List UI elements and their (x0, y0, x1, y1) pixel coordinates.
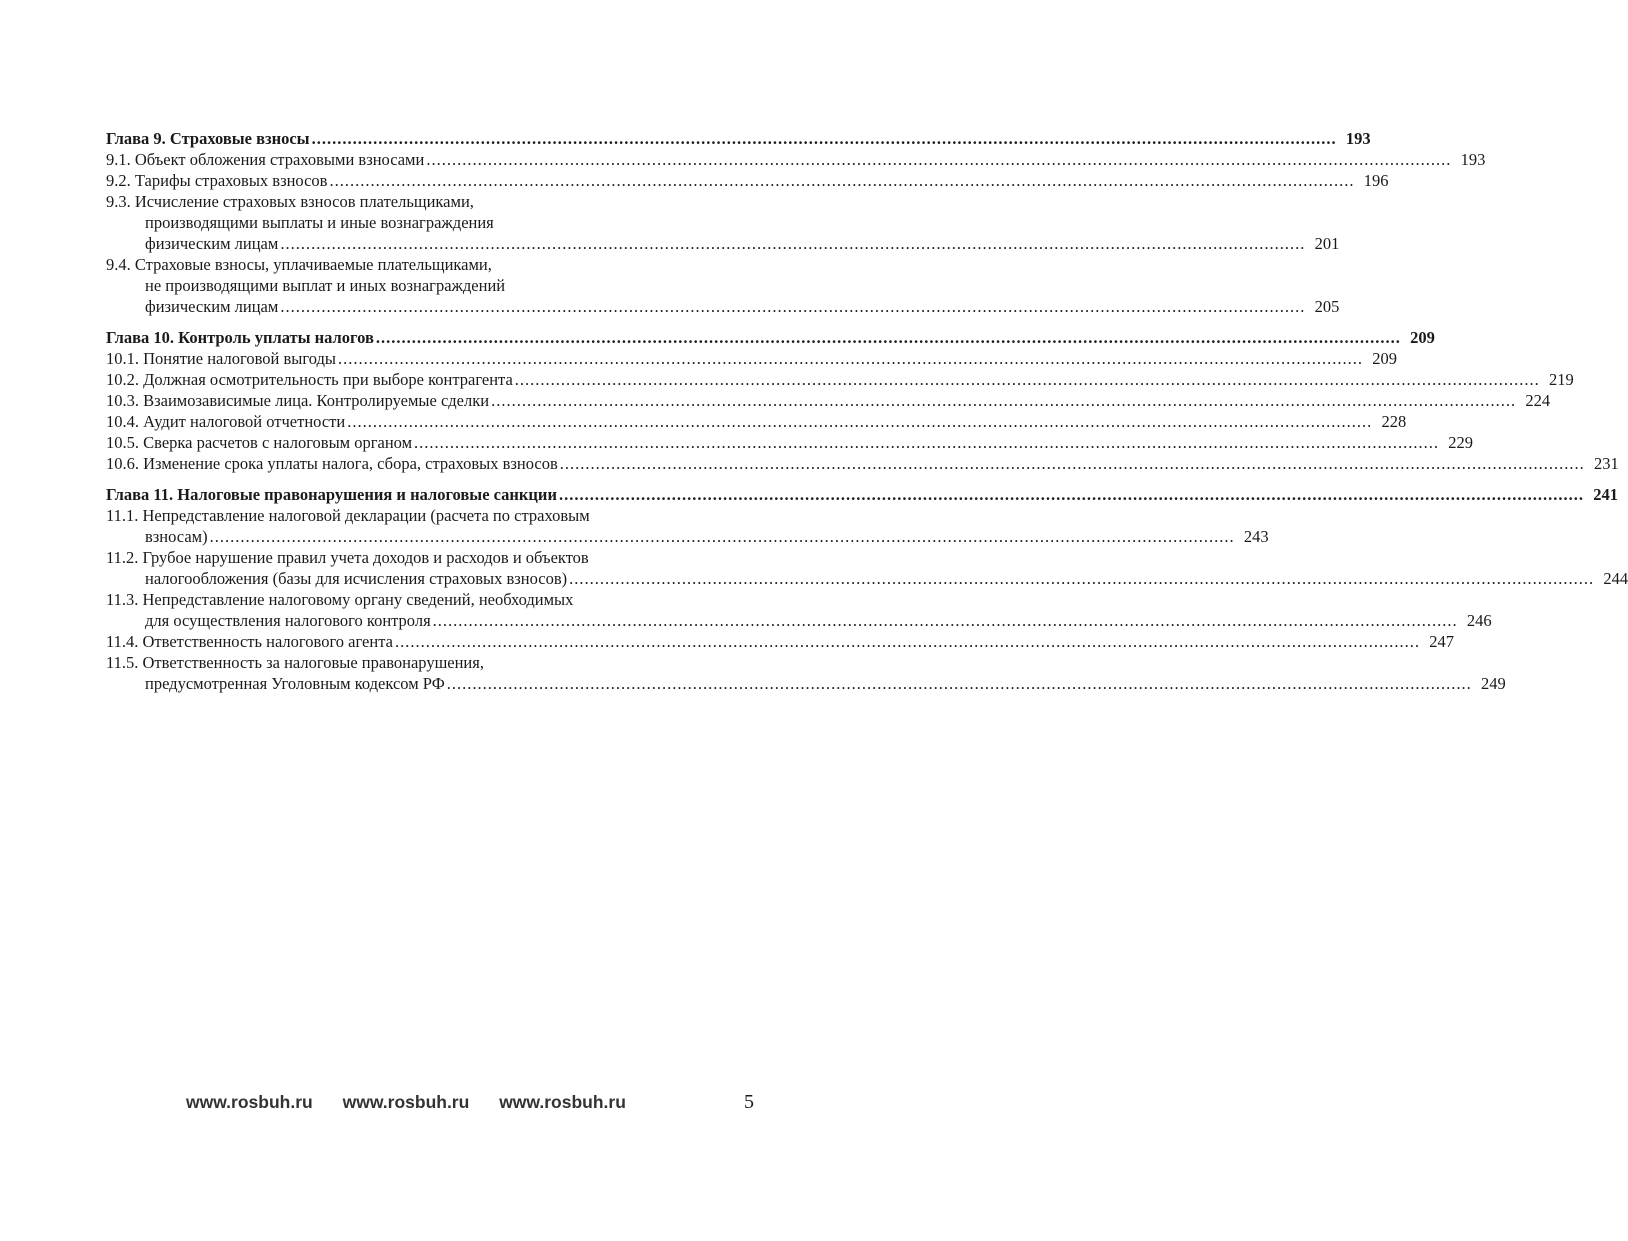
toc-entry-title-line: не производящими выплат и иных вознаграждений (145, 276, 506, 295)
toc-page-number: 247 (1429, 632, 1454, 651)
toc-section-entry[interactable] (106, 348, 1397, 369)
toc-entry-leader-row (106, 432, 1474, 453)
dot-leader: ........................................................................................................................................................................................................ (337, 349, 1363, 368)
footer-link[interactable]: www.rosbuh.ru (342, 1092, 470, 1112)
toc-page-number: 244 (1603, 569, 1628, 588)
toc-entry-leader-row (106, 369, 1574, 390)
table-of-contents (106, 128, 1628, 704)
toc-entry-title-line: 10.3. Взаимозависимые лица. Контролируемые сделки (106, 391, 490, 410)
toc-section-entry[interactable] (106, 652, 1506, 694)
dot-leader: ........................................................................................................................................................................................................ (491, 391, 1517, 410)
toc-chapter-block (106, 128, 1486, 317)
toc-section-entry[interactable] (106, 547, 1628, 589)
toc-page-number: 224 (1525, 391, 1551, 410)
toc-entry-leader-row (106, 631, 1454, 652)
toc-entry-title-line: 11.2. Грубое нарушение правил учета доходов и расходов и объектов (106, 548, 589, 567)
toc-chapter-entry[interactable] (106, 327, 1435, 348)
toc-section-entry[interactable] (106, 170, 1389, 191)
dot-leader: ........................................................................................................................................................................................................ (432, 611, 1458, 630)
toc-entry-title-line: 11.5. Ответственность за налоговые правонарушения, (106, 653, 484, 672)
toc-entry-leader-row (106, 149, 1486, 170)
toc-entry-leader-row (106, 296, 1340, 317)
toc-entry-leader-row (106, 170, 1389, 191)
toc-section-entry[interactable] (106, 390, 1551, 411)
toc-section-entry[interactable] (106, 505, 1269, 547)
dot-leader: ........................................................................................................................................................................................................ (311, 129, 1337, 148)
dot-leader: ........................................................................................................................................................................................................ (559, 454, 1585, 473)
dot-leader: ........................................................................................................................................................................................................ (375, 328, 1401, 347)
toc-entry-leader-row (106, 411, 1407, 432)
toc-entry-title-line: 11.3. Непредставление налоговому органу сведений, необходимых (106, 590, 574, 609)
toc-page-number: 209 (1372, 349, 1397, 368)
toc-page-number: 249 (1480, 674, 1506, 693)
toc-page-number: 193 (1345, 129, 1371, 148)
toc-chapter-block (106, 327, 1619, 474)
toc-entry-title-line: 9.3. Исчисление страховых взносов плательщиками, (106, 192, 474, 211)
toc-entry-title-line: 11.4. Ответственность налогового агента (106, 632, 393, 651)
toc-chapter-block (106, 484, 1628, 694)
toc-entry-leader-row (106, 390, 1551, 411)
toc-entry-title-line: 10.5. Сверка расчетов с налоговым органом (106, 433, 413, 452)
toc-entry-title-line: Глава 10. Контроль уплаты налогов (106, 328, 374, 347)
toc-entry-title-line: 9.2. Тарифы страховых взносов (106, 171, 328, 190)
toc-section-entry[interactable] (106, 191, 1340, 254)
toc-page-number: 243 (1243, 527, 1269, 546)
toc-entry-title-line: Глава 11. Налоговые правонарушения и налоговые санкции (106, 485, 557, 504)
toc-entry-title-line: физическим лицам (145, 234, 279, 253)
toc-entry-title-line: 10.1. Понятие налоговой выгоды (106, 349, 336, 368)
toc-page-number: 201 (1314, 234, 1340, 253)
dot-leader: ........................................................................................................................................................................................................ (414, 433, 1440, 452)
toc-page-number: 209 (1410, 328, 1435, 347)
toc-section-entry[interactable] (106, 149, 1486, 170)
toc-page-number: 193 (1460, 150, 1486, 169)
toc-section-entry[interactable] (106, 254, 1340, 317)
toc-section-entry[interactable] (106, 589, 1492, 631)
toc-entry-title-line: 11.1. Непредставление налоговой декларации (расчета по страховым (106, 506, 590, 525)
toc-page-number: 241 (1593, 485, 1618, 504)
dot-leader: ........................................................................................................................................................................................................ (558, 485, 1584, 504)
toc-entry-leader-row (106, 568, 1628, 589)
dot-leader: ........................................................................................................................................................................................................ (347, 412, 1373, 431)
toc-page-number: 228 (1381, 412, 1407, 431)
page-number: 5 (744, 1091, 754, 1113)
dot-leader: ........................................................................................................................................................................................................ (280, 234, 1306, 253)
toc-page-number: 229 (1448, 433, 1474, 452)
footer-link[interactable]: www.rosbuh.ru (186, 1092, 313, 1112)
toc-entry-title-line: физическим лицам (145, 297, 279, 316)
dot-leader: ........................................................................................................................................................................................................ (446, 674, 1472, 693)
toc-page-number: 196 (1363, 171, 1389, 190)
toc-entry-leader-row (106, 453, 1619, 474)
toc-section-entry[interactable] (106, 432, 1474, 453)
toc-entry-title-line: производящими выплаты и иные вознаграждения (145, 213, 494, 232)
toc-entry-leader-row (106, 233, 1340, 254)
toc-page-number: 231 (1594, 454, 1619, 473)
toc-entry-title-line: предусмотренная Уголовным кодексом РФ (145, 674, 445, 693)
dot-leader: ........................................................................................................................................................................................................ (209, 527, 1235, 546)
dot-leader: ........................................................................................................................................................................................................ (329, 171, 1355, 190)
toc-section-entry[interactable] (106, 369, 1574, 390)
toc-entry-leader-row (106, 348, 1397, 369)
toc-entry-leader-row (106, 128, 1371, 149)
toc-entry-title-line: налогообложения (базы для исчисления страховых взносов) (145, 569, 568, 588)
toc-entry-title-line: 10.4. Аудит налоговой отчетности (106, 412, 346, 431)
footer-links (186, 1092, 651, 1113)
toc-section-entry[interactable] (106, 453, 1619, 474)
toc-section-entry[interactable] (106, 411, 1407, 432)
toc-entry-leader-row (106, 526, 1269, 547)
toc-entry-title-line: взносам) (145, 527, 208, 546)
toc-page-number: 219 (1549, 370, 1574, 389)
toc-entry-leader-row (106, 484, 1618, 505)
toc-chapter-entry[interactable] (106, 128, 1371, 149)
toc-entry-leader-row (106, 327, 1435, 348)
toc-entry-title-line: Глава 9. Страховые взносы (106, 129, 310, 148)
toc-page-number: 205 (1314, 297, 1340, 316)
toc-page-number: 246 (1466, 611, 1492, 630)
footer-link[interactable]: www.rosbuh.ru (499, 1092, 626, 1112)
toc-chapter-entry[interactable] (106, 484, 1618, 505)
dot-leader: ........................................................................................................................................................................................................ (280, 297, 1306, 316)
dot-leader: ........................................................................................................................................................................................................ (426, 150, 1452, 169)
toc-entry-leader-row (106, 610, 1492, 631)
toc-entry-title-line: 10.6. Изменение срока уплаты налога, сбора, страховых взносов (106, 454, 558, 473)
dot-leader: ........................................................................................................................................................................................................ (394, 632, 1420, 651)
toc-entry-title-line: для осуществления налогового контроля (145, 611, 431, 630)
toc-entry-title-line: 9.1. Объект обложения страховыми взносами (106, 150, 425, 169)
toc-entry-title-line: 10.2. Должная осмотрительность при выборе контрагента (106, 370, 513, 389)
toc-entry-title-line: 9.4. Страховые взносы, уплачиваемые плательщиками, (106, 255, 492, 274)
dot-leader: ........................................................................................................................................................................................................ (569, 569, 1595, 588)
toc-entry-leader-row (106, 673, 1506, 694)
dot-leader: ........................................................................................................................................................................................................ (514, 370, 1540, 389)
toc-section-entry[interactable] (106, 631, 1454, 652)
